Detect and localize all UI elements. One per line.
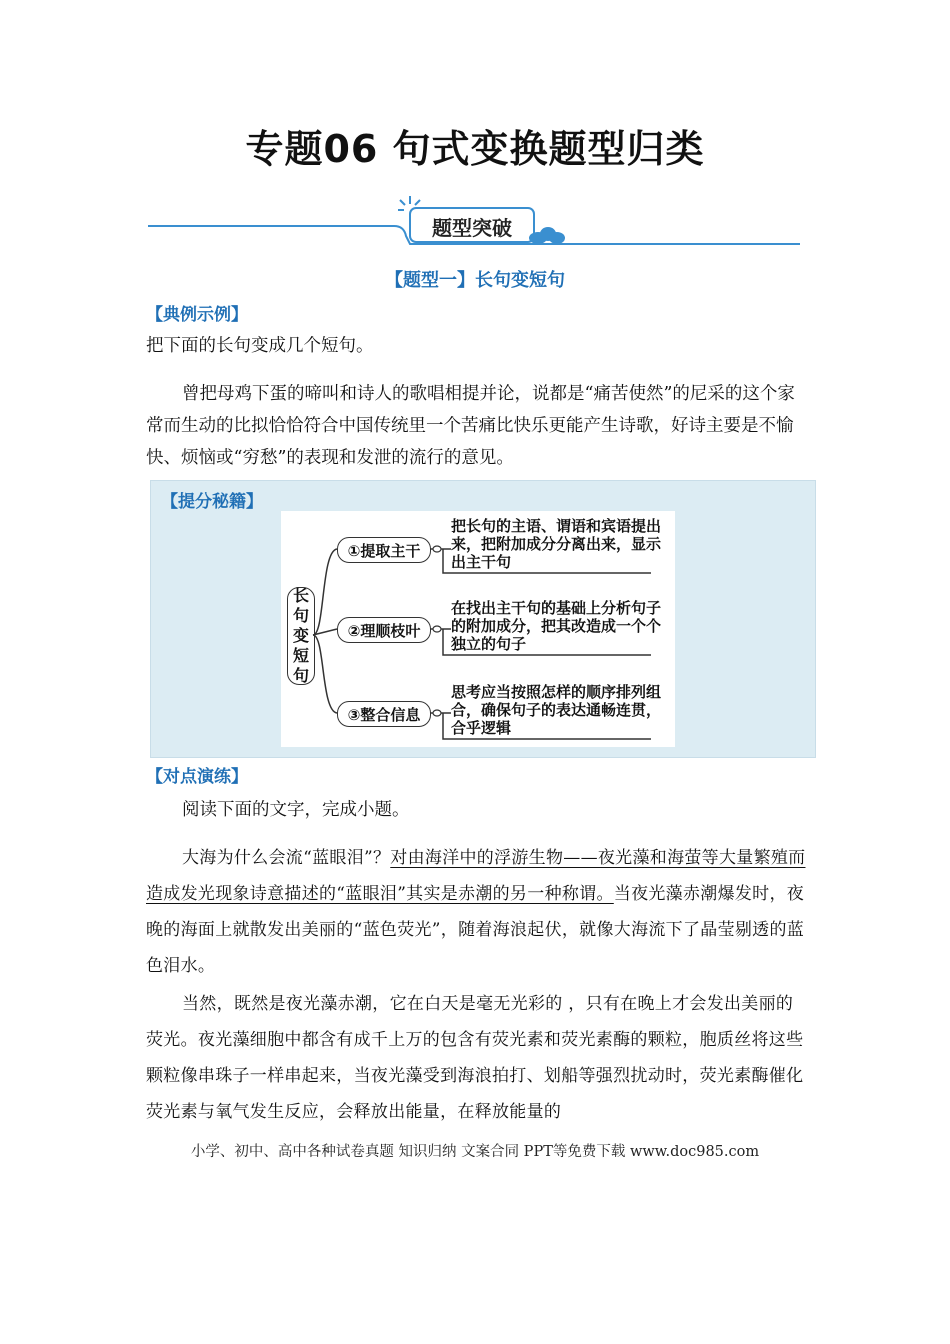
tips-label: 【提分秘籍】 <box>161 492 263 512</box>
passage-1-underlined-sentence: 对由海洋中的浮游生物——夜光藻和海萤等大量繁殖而造成发光现象诗意描述的“蓝眼泪”其实是赤潮的另一种称谓。 <box>146 848 806 904</box>
example-passage: 曾把母鸡下蛋的啼叫和诗人的歌唱相提并论，说都是“痛苦使然”的尼采的这个家常而生动的比拟恰恰符合中国传统里一个苦痛比快乐更能产生诗歌，好诗主要是不愉快、烦恼或“穷愁”的表现和发泄的流行的意见。 <box>146 384 795 468</box>
mindmap-root: 长 句 变 短 句 <box>287 587 315 685</box>
mindmap-node-organize: ②理顺枝叶 <box>337 617 431 643</box>
mindmap <box>281 511 675 747</box>
passage-paragraph-1 <box>146 840 806 984</box>
tips-box <box>150 480 816 758</box>
practice-label: 【对点演练】 <box>146 767 248 787</box>
example-instruction: 把下面的长句变成几个短句。 <box>146 336 374 356</box>
mindmap-text-organize: 在找出主干句的基础上分析句子的附加成分，把其改造成一个个独立的句子 <box>451 599 662 653</box>
mindmap-node-integrate: ③整合信息 <box>337 701 431 727</box>
passage-1-rest: 当夜光藻赤潮爆发时，夜晚的海面上就散发出美丽的“蓝色荧光”，随着海浪起伏，就像大海流下了晶莹剔透的蓝色泪水。 <box>146 884 805 976</box>
passage-1-question: 大海为什么会流“蓝眼泪”？ <box>182 848 391 868</box>
example-label: 【典例示例】 <box>146 305 248 325</box>
mindmap-node-extract: ①提取主干 <box>337 537 431 563</box>
mindmap-text-integrate: 思考应当按照怎样的顺序排列组合，确保句子的表达通畅连贯，合乎逻辑 <box>451 683 662 737</box>
section-banner <box>148 192 800 256</box>
mindmap-text-extract: 把长句的主语、谓语和宾语提出来，把附加成分分离出来，显示出主干句 <box>451 517 662 571</box>
page-title: 专题06 句式变换题型归类 <box>245 127 705 171</box>
section-title: 【题型一】长句变短句 <box>385 270 565 291</box>
practice-instruction: 阅读下面的文字，完成小题。 <box>182 800 410 820</box>
passage-paragraph-2: 当然，既然是夜光藻赤潮，它在白天是毫无光彩的 ，只有在晚上才会发出美丽的荧光。夜光藻细胞中都含有成千上万的包含有荧光素和荧光素酶的颗粒，胞质丝将这些颗粒像串珠子一样串起来，当夜光藻受到海浪拍打、划船等强烈扰动时，荧光素酶催化荧光素与氧气发生反应，会释放出能量，在释放能量的 <box>146 994 804 1122</box>
banner-label: 题型突破 <box>432 216 512 240</box>
page-footer: 小学、初中、高中各种试卷真题 知识归纳 文案合同 PPT等免费下载 www.doc985.com <box>190 1144 760 1160</box>
